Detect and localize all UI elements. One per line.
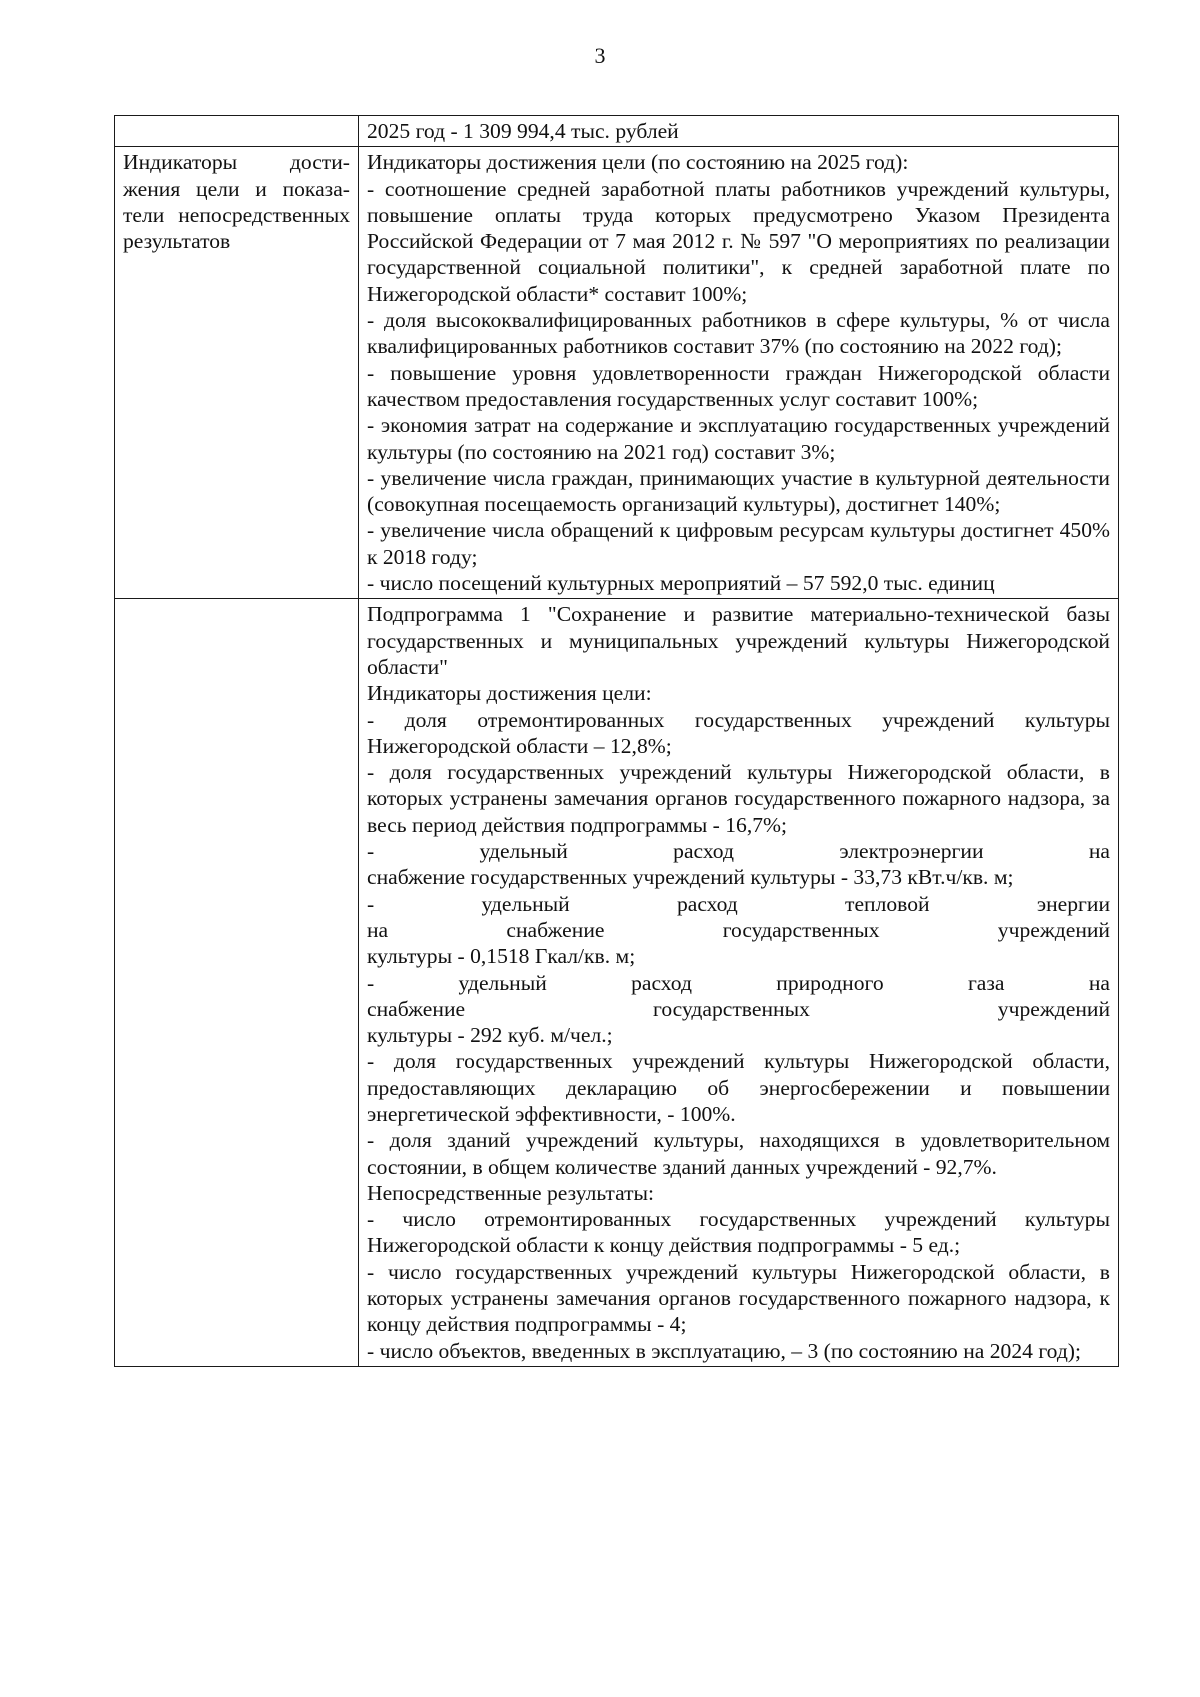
direct-results-heading: Непосредственные результаты:	[367, 1180, 655, 1205]
row1-right-cell	[359, 116, 1119, 147]
page-number: 3	[594, 43, 606, 68]
subprogram-item-line: - удельный расход электроэнергии на	[367, 839, 1110, 864]
indicators-label-cell: Индикаторы достижения цели и показатели непосредственных результатов	[115, 147, 359, 599]
table-row	[115, 116, 1119, 147]
subprogram-item: - доля отремонтированных государственных учреждений культуры Нижегородской области – 12,8%;	[367, 707, 1110, 758]
passport-table	[114, 115, 1119, 1367]
subprogram-item-line: снабжение государственных учреждений культуры - 33,73 кВт.ч/кв. м;	[367, 865, 1014, 890]
indicator-item: - число посещений культурных мероприятий – 57 592,0 тыс. единиц	[367, 571, 995, 596]
subprogram-indicators-heading: Индикаторы достижения цели:	[367, 681, 652, 706]
subprogram-item-line: культуры - 292 куб. м/чел.;	[367, 1023, 613, 1048]
subprogram-item-line: культуры - 0,1518 Гкал/кв. м;	[367, 944, 636, 969]
direct-result-item: - число отремонтированных государственных учреждений культуры Нижегородской области к концу действия подпрограммы - 5 ед.;	[367, 1207, 1110, 1258]
direct-result-item: - число государственных учреждений культуры Нижегородской области, в которых устранены замечания органов государственного пожарного надзора, к концу действия подпрограммы - 4;	[367, 1259, 1110, 1337]
table-row	[115, 599, 1119, 1367]
subprogram-item-line: на снабжение государственных учреждений	[367, 917, 1110, 942]
indicators-heading: Индикаторы достижения цели (по состоянию на 2025 год):	[367, 150, 909, 175]
indicator-item: - экономия затрат на содержание и эксплуатацию государственных учреждений культуры (по состоянию на 2021 год) составит 3%;	[367, 413, 1110, 464]
row1-left-cell	[115, 116, 359, 147]
indicator-item: - доля высококвалифицированных работников в сфере культуры, % от числа квалифицированных работников составит 37% (по состоянию на 2022 год);	[367, 308, 1110, 359]
subprogram-title: Подпрограмма 1 "Сохранение и развитие материально-технической базы государственных и муниципальных учреждений культуры Нижегородской области"	[367, 602, 1110, 679]
direct-result-item: - число объектов, введенных в эксплуатацию, – 3 (по состоянию на 2024 год);	[367, 1338, 1081, 1363]
table-row	[115, 147, 1119, 599]
subprogram-item-line: снабжение государственных учреждений	[367, 996, 1110, 1021]
subprogram-content-cell	[359, 599, 1119, 1367]
subprogram-item-line: - удельный расход природного газа на	[367, 970, 1110, 995]
row3-left-cell	[115, 599, 359, 1367]
subprogram-item: - доля зданий учреждений культуры, находящихся в удовлетворительном состоянии, в общем количестве зданий данных учреждений - 92,7%.	[367, 1128, 1110, 1179]
indicator-item: - соотношение средней заработной платы работников учреждений культуры, повышение оплаты труда которых предусмотрено Указом Президента Российской Федерации от 7 мая 2012 г. № 597 "О мероприятиях по реализации государственной социальной политики", к средней заработной плате по Нижегородской области* составит 100%;	[367, 176, 1110, 306]
indicator-item: - увеличение числа граждан, принимающих участие в культурной деятельности (совокупная посещаемость организаций культуры), достигнет 140%;	[367, 465, 1110, 517]
indicator-item: - увеличение числа обращений к цифровым ресурсам культуры достигнет 450% к 2018 году;	[367, 518, 1110, 569]
subprogram-item-line: - удельный расход тепловой энергии	[367, 891, 1110, 916]
funding-2025-text: 2025 год - 1 309 994,4 тыс. рублей	[367, 119, 679, 143]
subprogram-item: - доля государственных учреждений культуры Нижегородской области, в которых устранены замечания органов государственного пожарного надзора, за весь период действия подпрограммы - 16,7%;	[367, 760, 1110, 837]
subprogram-item: - доля государственных учреждений культуры Нижегородской области, предоставляющих декларацию об энергосбережении и повышении энергетической эффективности, - 100%.	[367, 1049, 1110, 1126]
indicator-item: - повышение уровня удовлетворенности граждан Нижегородской области качеством предоставления государственных услуг составит 100%;	[367, 360, 1110, 411]
indicators-content-cell	[359, 147, 1119, 599]
